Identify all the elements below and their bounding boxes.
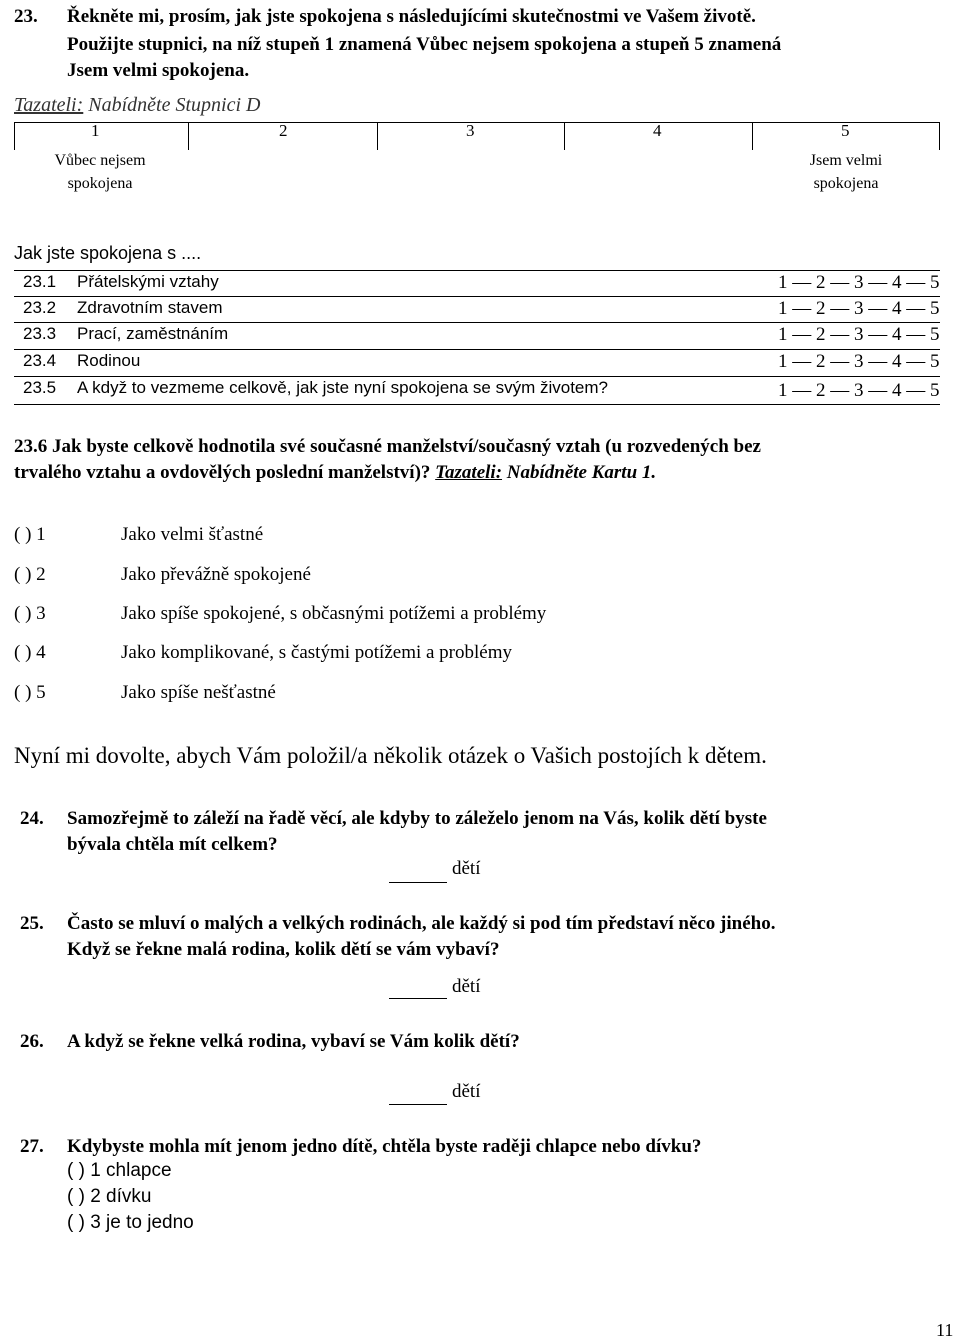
scale-line — [14, 122, 940, 123]
q23-6-text-line1: 23.6 Jak byste celkově hodnotila své současné manželství/současný vztah (u rozvedených bez — [14, 436, 761, 457]
q27-option-girl[interactable]: ( ) 2 dívku — [67, 1186, 152, 1207]
interviewer-instruction-text: Nabídněte Kartu 1. — [502, 462, 657, 483]
item-text: Přátelskými vztahy — [77, 272, 219, 291]
scale-low-line2: spokojena — [67, 175, 133, 192]
q25-answer-blank[interactable] — [389, 998, 447, 999]
scale-high-anchor — [766, 149, 926, 195]
q27-number: 27. — [20, 1136, 44, 1157]
table-rule — [14, 404, 940, 405]
q26-unit: dětí — [452, 1081, 481, 1102]
option-label: Jako spíše nešťastné — [121, 682, 276, 703]
item-number: 23.4 — [23, 351, 57, 370]
rating-scale[interactable]: 1 — 2 — 3 — 4 — 5 — [778, 272, 940, 293]
section-transition: Nyní mi dovolte, abych Vám položil/a několik otázek o Vašich postojích k dětem. — [14, 743, 767, 768]
scale-number: 3 — [466, 121, 475, 140]
scale-number: 1 — [91, 121, 100, 140]
q23-number: 23. — [14, 6, 38, 27]
option-checkbox[interactable]: ( ) 1 — [14, 524, 46, 545]
rating-scale[interactable]: 1 — 2 — 3 — 4 — 5 — [778, 351, 940, 372]
scale-tick — [752, 122, 753, 150]
q27-option-boy[interactable]: ( ) 1 chlapce — [67, 1160, 172, 1181]
scale-tick — [14, 122, 15, 150]
item-text: Rodinou — [77, 351, 141, 370]
q23-intro: Jak jste spokojena s .... — [14, 243, 202, 263]
q23-interviewer-instruction — [14, 94, 260, 117]
page-number: 11 — [936, 1320, 954, 1340]
item-number: 23.2 — [23, 298, 57, 317]
option-checkbox[interactable]: ( ) 4 — [14, 642, 46, 663]
scale-number: 5 — [841, 121, 850, 140]
item-text: A když to vezmeme celkově, jak jste nyní spokojena se svým životem? — [77, 378, 609, 397]
scale-number: 4 — [653, 121, 662, 140]
interviewer-instruction-text: Nabídněte Stupnici D — [83, 94, 261, 116]
item-number: 23.5 — [23, 378, 57, 397]
item-text: Prací, zaměstnáním — [77, 324, 229, 343]
rating-scale[interactable]: 1 — 2 — 3 — 4 — 5 — [778, 380, 940, 401]
table-rule — [14, 296, 940, 297]
table-rule — [14, 349, 940, 350]
item-text: Zdravotním stavem — [77, 298, 223, 317]
rating-scale[interactable]: 1 — 2 — 3 — 4 — 5 — [778, 298, 940, 319]
scale-tick — [188, 122, 189, 150]
q25-number: 25. — [20, 913, 44, 934]
q27-option-either[interactable]: ( ) 3 je to jedno — [67, 1212, 194, 1233]
scale-high-line2: spokojena — [813, 175, 879, 192]
scale-number: 2 — [279, 121, 288, 140]
q23-6-line2-main: trvalého vztahu a ovdovělých poslední manželství)? — [14, 462, 436, 483]
q24-text-line2: bývala chtěla mít celkem? — [67, 834, 278, 855]
item-number: 23.1 — [23, 272, 57, 291]
q24-unit: dětí — [452, 858, 481, 879]
option-checkbox[interactable]: ( ) 5 — [14, 682, 46, 703]
option-label: Jako komplikované, s častými potížemi a problémy — [121, 642, 513, 663]
interviewer-label: Tazateli: — [14, 94, 84, 116]
q26-number: 26. — [20, 1031, 44, 1052]
interviewer-label: Tazateli: — [435, 462, 503, 483]
table-rule — [14, 322, 940, 323]
item-number: 23.3 — [23, 324, 57, 343]
option-label: Jako velmi šťastné — [121, 524, 264, 545]
option-checkbox[interactable]: ( ) 3 — [14, 603, 46, 624]
q24-number: 24. — [20, 808, 44, 829]
q23-6-text-line2 — [14, 460, 656, 486]
q23-text-line3: Jsem velmi spokojena. — [67, 60, 250, 81]
q27-text-line1: Kdybyste mohla mít jenom jedno dítě, chtěla byste raději chlapce nebo dívku? — [67, 1136, 702, 1157]
option-label: Jako spíše spokojené, s občasnými potížemi a problémy — [121, 603, 547, 624]
scale-tick — [564, 122, 565, 150]
q26-text-line1: A když se řekne velká rodina, vybaví se Vám kolik dětí? — [67, 1031, 520, 1052]
q23-text-line1: Řekněte mi, prosím, jak jste spokojena s následujícími skutečnostmi ve Vašem životě. — [67, 6, 756, 27]
scale-low-line1: Vůbec nejsem — [54, 152, 146, 169]
scale-tick — [377, 122, 378, 150]
scale-tick — [939, 122, 940, 150]
rating-scale[interactable]: 1 — 2 — 3 — 4 — 5 — [778, 324, 940, 345]
q25-text-line2: Když se řekne malá rodina, kolik dětí se vám vybaví? — [67, 939, 500, 960]
q23-text-line2: Použijte stupnici, na níž stupeň 1 znamená Vůbec nejsem spokojena a stupeň 5 znamená — [67, 34, 782, 55]
option-checkbox[interactable]: ( ) 2 — [14, 564, 46, 585]
q26-answer-blank[interactable] — [389, 1104, 447, 1105]
option-label: Jako převážně spokojené — [121, 564, 311, 585]
q24-answer-blank[interactable] — [389, 882, 447, 883]
scale-low-anchor — [20, 149, 180, 195]
q24-text-line1: Samozřejmě to záleží na řadě věcí, ale kdyby to záleželo jenom na Vás, kolik dětí byste — [67, 808, 767, 829]
table-rule — [14, 376, 940, 377]
q25-unit: dětí — [452, 976, 481, 997]
table-rule — [14, 270, 940, 271]
scale-high-line1: Jsem velmi — [809, 152, 883, 169]
q25-text-line1: Často se mluví o malých a velkých rodinách, ale každý si pod tím představí něco jiného. — [67, 913, 776, 934]
